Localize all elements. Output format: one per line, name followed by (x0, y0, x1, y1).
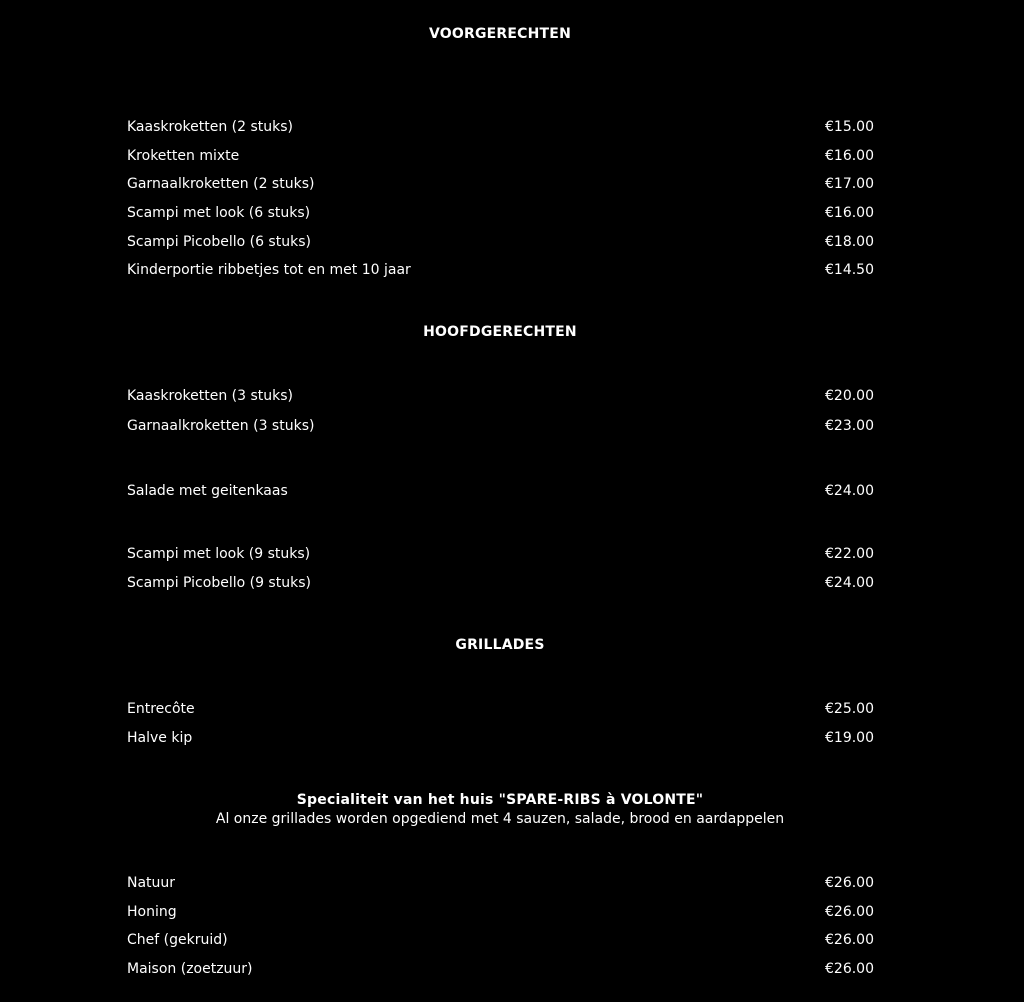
menu-item (127, 202, 874, 224)
item-price: €26.00 (825, 904, 874, 920)
item-name: Scampi met look (6 stuks) (127, 205, 311, 221)
item-price: €25.00 (825, 701, 874, 717)
menu-item (127, 958, 874, 980)
item-price: €26.00 (825, 875, 874, 891)
item-name: Kaaskroketten (2 stuks) (127, 119, 293, 135)
section-title-specialiteit: Specialiteit van het huis "SPARE-RIBS à VOLONTE" (296, 792, 704, 808)
item-price: €16.00 (825, 148, 874, 164)
menu-item (127, 480, 874, 502)
item-price: €24.00 (825, 483, 874, 499)
item-name: Kinderportie ribbetjes tot en met 10 jaar (127, 262, 411, 278)
item-price: €23.00 (825, 418, 874, 434)
item-name: Entrecôte (127, 701, 195, 717)
item-name: Honing (127, 904, 177, 920)
item-name: Kaaskroketten (3 stuks) (127, 388, 293, 404)
menu-item (127, 543, 874, 565)
item-price: €16.00 (825, 205, 874, 221)
item-price: €15.00 (825, 119, 874, 135)
item-name: Scampi Picobello (6 stuks) (127, 234, 311, 250)
item-price: €18.00 (825, 234, 874, 250)
menu-item (127, 145, 874, 167)
section-title-grillades: GRILLADES (455, 637, 545, 653)
item-name: Garnaalkroketten (2 stuks) (127, 176, 315, 192)
menu-item (127, 727, 874, 749)
menu-item (127, 173, 874, 195)
item-price: €14.50 (825, 262, 874, 278)
item-name: Natuur (127, 875, 176, 891)
item-price: €26.00 (825, 932, 874, 948)
menu-item (127, 872, 874, 894)
section-title-hoofdgerechten: HOOFDGERECHTEN (423, 324, 577, 340)
item-price: €20.00 (825, 388, 874, 404)
menu-item (127, 231, 874, 253)
menu-item (127, 116, 874, 138)
item-name: Kroketten mixte (127, 148, 240, 164)
menu-item (127, 259, 874, 281)
item-name: Scampi met look (9 stuks) (127, 546, 311, 562)
menu-item (127, 929, 874, 951)
item-name: Halve kip (127, 730, 193, 746)
section-subtitle: Al onze grillades worden opgediend met 4 sauzen, salade, brood en aardappelen (215, 811, 785, 827)
item-name: Garnaalkroketten (3 stuks) (127, 418, 315, 434)
item-price: €22.00 (825, 546, 874, 562)
section-title-voorgerechten: VOORGERECHTEN (429, 26, 571, 42)
item-price: €24.00 (825, 575, 874, 591)
item-price: €19.00 (825, 730, 874, 746)
item-name: Chef (gekruid) (127, 932, 228, 948)
menu-item (127, 385, 874, 407)
item-name: Scampi Picobello (9 stuks) (127, 575, 311, 591)
menu-item (127, 572, 874, 594)
item-price: €17.00 (825, 176, 874, 192)
menu-item (127, 901, 874, 923)
item-name: Maison (zoetzuur) (127, 961, 253, 977)
item-name: Salade met geitenkaas (127, 483, 288, 499)
menu-item (127, 415, 874, 437)
item-price: €26.00 (825, 961, 874, 977)
menu-item (127, 698, 874, 720)
